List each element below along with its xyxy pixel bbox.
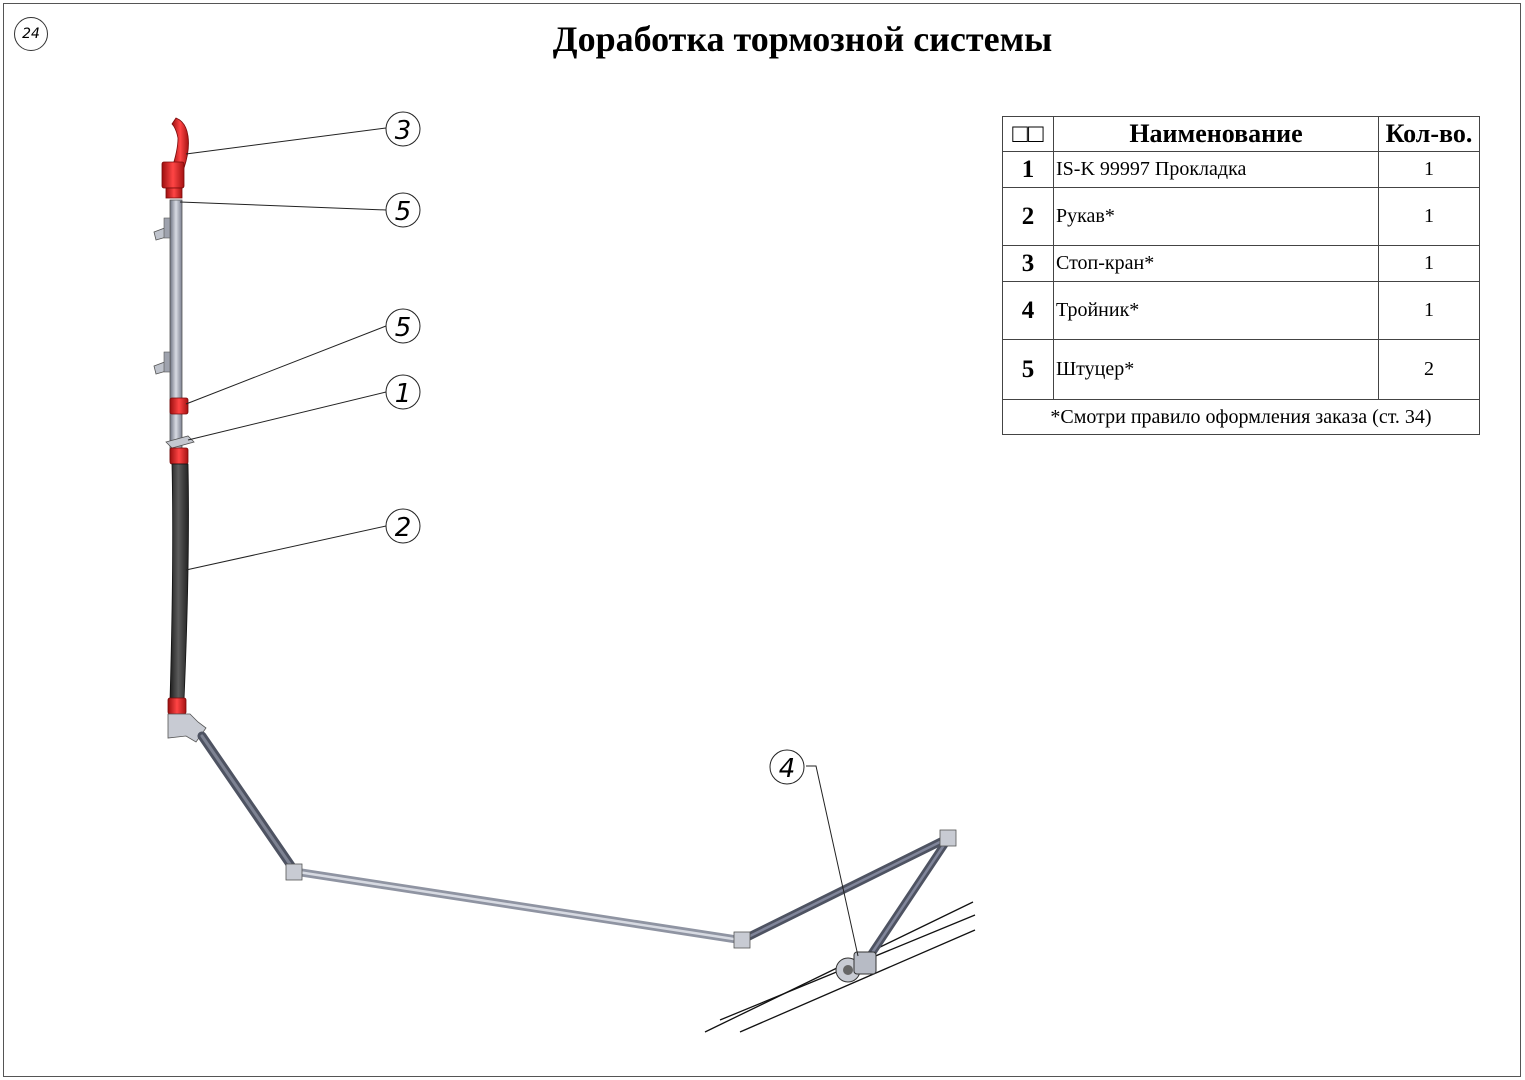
vertical-pipe [154, 200, 194, 460]
svg-text:4: 4 [778, 754, 796, 784]
svg-text:1: 1 [394, 379, 412, 409]
table-row [1003, 188, 1480, 246]
table-note-row [1003, 400, 1480, 435]
row-quantity: 1 [1379, 188, 1480, 246]
fitting-upper [170, 398, 188, 414]
page-number: 24 [14, 17, 48, 51]
table-header-row [1003, 117, 1480, 152]
fitting-lower [170, 448, 188, 464]
brake-lines [202, 736, 948, 962]
svg-text:5: 5 [394, 197, 412, 227]
table-note: *Смотри правило оформления заказа (ст. 34) [1003, 400, 1480, 435]
row-quantity: 2 [1379, 340, 1480, 400]
page-title: Доработка тормозной системы [552, 19, 1053, 59]
callout-3 [386, 112, 420, 146]
row-name: Рукав* [1054, 188, 1379, 246]
svg-text:3: 3 [394, 116, 412, 146]
row-number: 3 [1003, 246, 1054, 282]
table-row [1003, 246, 1480, 282]
header-name: Наименование [1054, 117, 1379, 152]
row-name: Штуцер* [1054, 340, 1379, 400]
pipe-connector [734, 932, 750, 948]
tee-fitting [836, 952, 876, 982]
row-number: 4 [1003, 282, 1054, 340]
row-name: IS-K 99997 Прокладка [1054, 152, 1379, 188]
header-quantity: Кол-во. [1379, 117, 1480, 152]
pipe-connector [940, 830, 956, 846]
row-quantity: 1 [1379, 152, 1480, 188]
table-row [1003, 340, 1480, 400]
svg-text:5: 5 [394, 313, 412, 343]
table-row [1003, 152, 1480, 188]
callout-1 [386, 375, 420, 409]
row-number: 5 [1003, 340, 1054, 400]
row-name: Стоп-кран* [1054, 246, 1379, 282]
callout-2 [386, 509, 420, 543]
row-number: 1 [1003, 152, 1054, 188]
pipe-connector [286, 864, 302, 880]
hose [170, 464, 189, 700]
row-name: Тройник* [1054, 282, 1379, 340]
table-row [1003, 282, 1480, 340]
leader-lines [180, 128, 858, 956]
row-number: 2 [1003, 188, 1054, 246]
callout-5-lower [386, 309, 420, 343]
stop-valve [162, 118, 189, 198]
svg-text:2: 2 [394, 513, 412, 543]
parts-table [1002, 116, 1480, 435]
row-quantity: 1 [1379, 282, 1480, 340]
header-number: □□ [1003, 117, 1054, 152]
hose-end-fitting [168, 698, 186, 714]
callout-4 [770, 750, 804, 784]
row-quantity: 1 [1379, 246, 1480, 282]
callout-5-upper [386, 193, 420, 227]
